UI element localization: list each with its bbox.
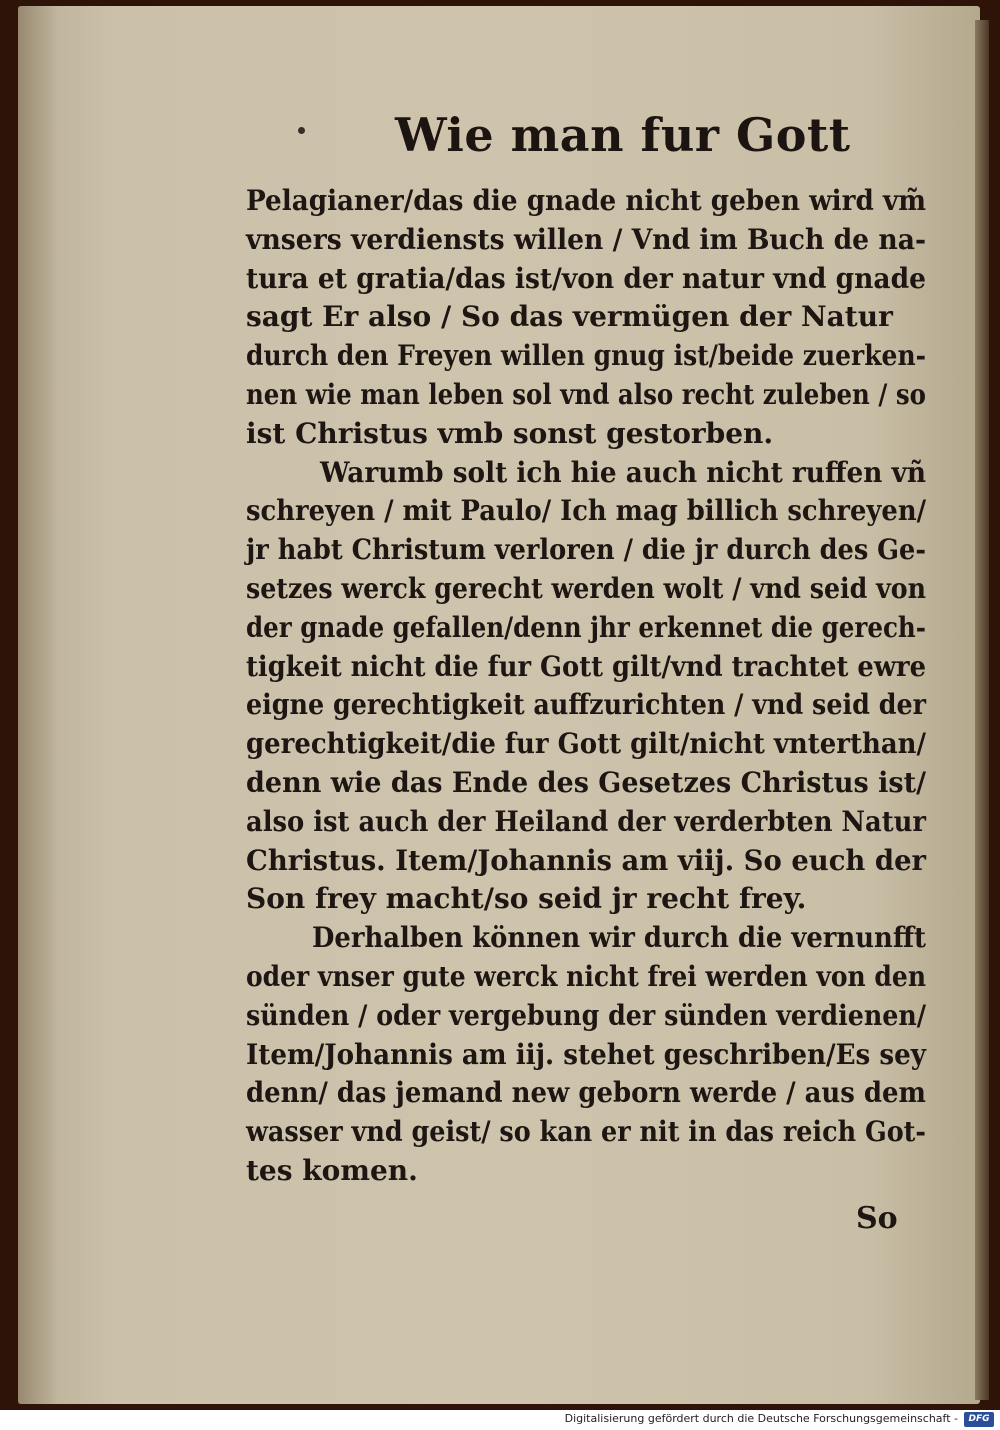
footer-bar	[0, 1410, 1000, 1430]
gutter-shadow	[18, 6, 58, 1404]
text-line: vnsers verdiensts willen / Vnd im Buch de na-	[246, 222, 926, 256]
dfg-logo[interactable]: DFG	[964, 1412, 994, 1427]
text-line: also ist auch der Heiland der verderbten Natur	[246, 804, 926, 838]
text-line: wasser vnd geist/ so kan er nit in das reich Got-	[246, 1115, 926, 1149]
text-line: tigkeit nicht die fur Gott gilt/vnd trachtet ewre	[246, 649, 926, 683]
catchword: So	[856, 1201, 898, 1236]
text-line: Son frey macht/so seid jr recht frey.	[246, 882, 807, 916]
text-line: nen wie man leben sol vnd also recht zuleben / so	[246, 377, 926, 411]
text-line: Derhalben können wir durch die vernunfft	[312, 921, 926, 955]
text-line: eigne gerechtigkeit auffzurichten / vnd seid der	[246, 688, 926, 722]
page-edge	[975, 20, 989, 1400]
text-line: oder vnser gute werck nicht frei werden von den	[246, 959, 926, 993]
text-line: ist Christus vmb sonst gestorben.	[246, 416, 774, 450]
text-line: jr habt Christum verloren / die jr durch des Ge-	[246, 533, 926, 567]
text-line: sünden / oder vergebung der sünden verdienen/	[246, 998, 926, 1032]
funding-credit: Digitalisierung gefördert durch die Deutsche Forschungsgemeinschaft -	[564, 1412, 958, 1425]
text-line: Pelagianer/das die gnade nicht geben wird vm̃	[246, 184, 926, 217]
text-line: schreyen / mit Paulo/ Ich mag billich schreyen/	[246, 494, 926, 528]
text-line: setzes werck gerecht werden wolt / vnd seid von	[246, 571, 926, 605]
text-line: Item/Johannis am iij. stehet geschriben/Es sey	[246, 1037, 926, 1071]
running-head: Wie man fur Gott	[395, 108, 851, 162]
text-line: Christus. Item/Johannis am viij. So euch der	[246, 843, 926, 877]
text-line: tes komen.	[246, 1153, 418, 1187]
text-line: durch den Freyen willen gnug ist/beide zuerken-	[246, 339, 926, 373]
text-line: der gnade gefallen/denn jhr erkennet die gerech-	[246, 610, 926, 644]
text-line: Warumb solt ich hie auch nicht ruffen vñ	[320, 455, 926, 489]
body-text	[246, 182, 926, 1191]
text-line: sagt Er also / So das vermügen der Natur	[246, 300, 893, 334]
ink-speck	[298, 127, 305, 134]
text-line: denn wie das Ende des Gesetzes Christus ist/	[246, 765, 926, 799]
text-line: tura et gratia/das ist/von der natur vnd gnade	[246, 261, 926, 295]
text-line: denn/ das jemand new geborn werde / aus dem	[246, 1076, 926, 1110]
text-line: gerechtigkeit/die fur Gott gilt/nicht vnterthan/	[246, 727, 926, 761]
